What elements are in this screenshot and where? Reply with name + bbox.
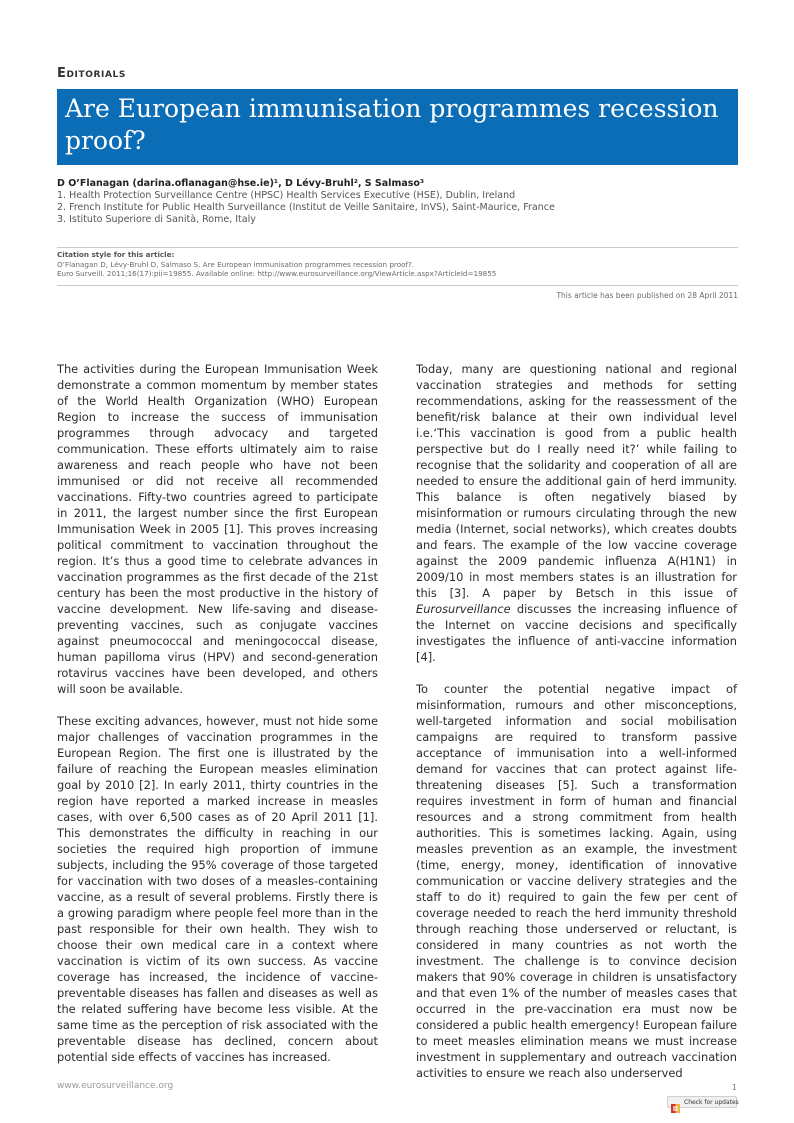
section-label: Editorials	[57, 66, 126, 81]
citation-top-divider	[57, 247, 738, 248]
citation-heading: Citation style for this article:	[57, 250, 175, 259]
body-paragraph: These exciting advances, however, must not hide some major challenges of vaccination programmes in the European Region. The first one is illustrated by the failure of reaching the European measles elimination goal by 2010 [2]. In early 2011, thirty countries in the region have reported a marked increase in measles cases, with over 6,500 cases as of 20 April 2011 [1]. This demonstrates the difficulty in reaching in our societies the required high proportion of immune subjects, including the 95% coverage of those targeted for vaccination with two doses of a measles-containing vaccine, as a result of several problems. Firstly there is a growing paradigm where people feel more than in the past responsible for their own health. They wish to choose their own medical care in a context where vaccination is victim of its own success. As vaccine coverage has increased, the incidence of vaccine-preventable diseases has fallen and diseases as well as the related suffering have become less visible. At the same time as the perception of risk associated with the preventable disease has declined, concern about potential side effects of vaccines has increased.	[57, 714, 378, 1064]
citation-bottom-divider	[57, 285, 738, 286]
body-paragraph: To counter the potential negative impact of misinformation, rumours and other misconceptions, well-targeted information and social mobilisation campaigns are required to transform passive acceptance of immunisation into a well-informed demand for vaccines that can protect against life-threatening diseases [5]. Such a transformation requires investment in form of human and financial resources and a strong commitment from health authorities. This is sometimes lacking. Again, using measles prevention as an example, the investment (time, energy, money, identification of innovative communication or vaccine delivery strategies and the staff to do it) required to gain the few per cent of coverage needed to reach the herd immunity threshold through reaching those underserved or reluctant, is considered in many countries as not worth the investment. The challenge is to convince decision makers that 90% coverage in children is unsatisfactory and that even 1% of the number of measles cases that occurred in the pre-vaccination era must now be considered a public health emergency! European failure to meet measles elimination means we must increase investment in supplementary and outreach vaccination activities to ensure we reach also underserved	[416, 682, 737, 1080]
journal-name: Eurosurveillance	[416, 602, 511, 616]
publication-date: This article has been published on 28 April 2011	[556, 291, 738, 300]
body-text: Today, many are questioning national and regional vaccination strategies and methods for setting recommendations, asking for the reassessment of the benefit/risk balance at their own individual level i.e.‘This vaccination is good from a public health perspective but do I really need it?’ while failing to recognise that the solidarity and cooperation of all are needed to ensure the additional gain of herd immunity. This balance is often negatively biased by misinformation or rumours circulating through the new media (Internet, social networks), which creates doubts and fears. The example of the low vaccine coverage against the 2009 pandemic influenza A(H1N1) in 2009/10 in most members states is an illustration for this [3]. A paper by Betsch in this issue of	[416, 362, 737, 600]
check-for-updates-button[interactable]	[667, 1096, 737, 1108]
page-number: 1	[731, 1083, 737, 1092]
crossmark-icon	[671, 1098, 680, 1107]
affiliation-1: 1. Health Protection Surveillance Centre (HPSC) Health Services Executive (HSE), Dublin, Ireland	[57, 190, 516, 201]
body-paragraph: The activities during the European Immunisation Week demonstrate a common momentum by member states of the World Health Organization (WHO) European Region to increase the success of immunisation programmes through advocacy and targeted communication. These efforts ultimately aim to raise awareness and reach people who have not been immunised or did not receive all recommended vaccinations. Fifty-two countries agreed to participate in 2011, the largest number since the first European Immunisation Week in 2005 [1]. This proves increasing political commitment to vaccination throughout the region. It’s thus a good time to celebrate advances in vaccination programmes as the first decade of the 21st century has been the most productive in the history of vaccine development. New life-saving and disease-preventing vaccines, such as conjugate vaccines against pneumococcal and meningococcal disease, human papilloma virus (HPV) and second-generation rotavirus vaccines have been developed, and others will soon be available.	[57, 362, 378, 696]
citation-link[interactable]: Euro Surveill. 2011;16(17):pii=19855. Available online: http://www.eurosurveillance.org/ViewArticle.aspx?ArticleId=19855	[57, 269, 497, 278]
body-column-right	[416, 361, 737, 1097]
affiliation-3: 3. Istituto Superiore di Sanità, Rome, Italy	[57, 214, 256, 225]
citation-block	[57, 250, 738, 279]
affiliations	[57, 190, 747, 226]
author-line: D O’Flanagan (darina.oflanagan@hse.ie)¹, D Lévy-Bruhl², S Salmaso³	[57, 178, 425, 189]
body-paragraph	[416, 361, 737, 665]
footer-url[interactable]: www.eurosurveillance.org	[57, 1081, 174, 1091]
affiliation-2: 2. French Institute for Public Health Surveillance (Institut de Veille Sanitaire, InVS), Saint-Maurice, France	[57, 202, 555, 213]
body-text: discusses the increasing influence of the Internet on vaccine decisions and specifically investigates the influence of anti-vaccine information [4].	[416, 602, 737, 664]
title-banner	[57, 89, 738, 165]
body-column-left	[57, 361, 378, 1081]
article-title: Are European immunisation programmes recession proof?	[65, 94, 719, 155]
check-for-updates-label: Check for updates	[684, 1098, 739, 1106]
citation-reference: O’Flanagan D, Lévy-Bruhl D, Salmaso S. Are European immunisation programmes recession proof?.	[57, 259, 415, 269]
